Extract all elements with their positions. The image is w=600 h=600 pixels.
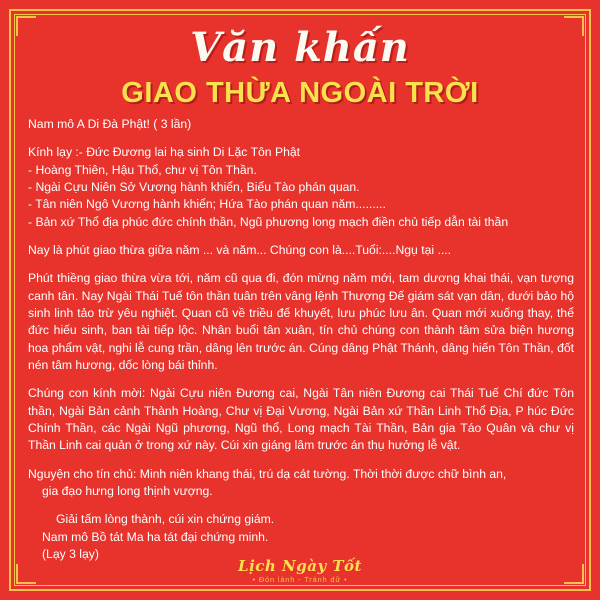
closing-block: [42, 511, 574, 563]
page-title: Văn khấn: [190, 24, 410, 71]
salutation-line: - Tân niên Ngô Vương hành khiển; Hứa Tào phán quan năm.........: [28, 197, 386, 212]
closing-line: (Lạy 3 lạy): [42, 546, 99, 561]
salutation-line: - Bản xứ Thổ địa phúc đức chính thần, Ngũ phương long mạch điền chủ tiếp dẫn tài thần: [28, 214, 509, 229]
salutation-line: - Hoàng Thiên, Hậu Thổ, chư vị Tôn Thần.: [28, 162, 257, 177]
opening-line: Nam mô A Di Đà Phật! ( 3 lần): [28, 117, 192, 131]
closing-line: Nam mô Bồ tát Ma ha tát đại chứng minh.: [42, 529, 269, 544]
salutation-line: - Ngài Cựu Niên Sở Vương hành khiển, Biểu Tào phán quan.: [28, 179, 360, 194]
current-moment-line: Nay là phút giao thừa giữa năm ... và năm... Chúng con là....Tuổi:....Ngụ tại ....: [28, 242, 452, 257]
wish-line: Nguyện cho tín chủ: Minh niên khang thái, trú dạ cát tường. Thời thời được chữ bình an,: [28, 466, 507, 481]
prayer-body: [28, 116, 574, 574]
salutation-block: [28, 144, 574, 231]
page-subtitle: GIAO THỪA NGOÀI TRỜI: [121, 77, 479, 109]
brand-tagline: • Đón lành - Tránh dữ •: [252, 574, 348, 584]
wish-block: [28, 466, 574, 501]
main-paragraph: Phút thiềng giao thừa vừa tới, năm cũ qua đi, đón mừng năm mới, tam dương khai thái, vạn tượng canh tân. Nay Ngài Thái Tuế tôn thần tuân trên vâng lệnh Thượng Đế giám sát vạn dân, dưới bảo hộ sinh linh tảo trừ yêu nghiệt. Quan cũ về triều đế khuyết, lưu phúc lưu ân. Quan mới xuống thay, thể đức hiếu sinh, ban tài tiếp lộc. Nhân buổi tân xuân, tín chủ chúng con thành tâm sửa biện hương hoa phẩm vật, nghi lễ cung trần, dâng lên trước án. Cúng dâng Phật Thánh, dâng hiến Tôn Thần, đốt nén tâm hương, dốc lòng bái thỉnh.: [28, 271, 575, 372]
salutation-line: Kính lạy :- Đức Đương lai hạ sinh Di Lặc Tôn Phật: [28, 145, 301, 160]
closing-line: Giải tấm lòng thành, cúi xin chứng giám.: [56, 512, 275, 527]
brand-name: Lịch Ngày Tốt: [238, 557, 362, 576]
invitation-paragraph: Chúng con kính mời: Ngài Cựu niên Đương cai, Ngài Tân niên Đương cai Thái Tuế Chí đức Tôn thần, Ngài Bản cảnh Thành Hoàng, Chư vị Đại Vương, Ngài Bản xứ Thần Linh Thổ Địa, P húc Đức Chính Thần, các Ngài Ngũ phương, Ngũ thổ, Long mạch Tài Thần, Bản gia Táo Quân và chư vị Thần Linh cai quản ở trong xứ này. Cúi xin giáng lâm trước án thụ hưởng lễ vật.: [28, 386, 574, 453]
page-header: [0, 18, 600, 110]
footer-logo: [0, 558, 600, 584]
wish-line: gia đạo hưng long thịnh vượng.: [42, 483, 213, 498]
